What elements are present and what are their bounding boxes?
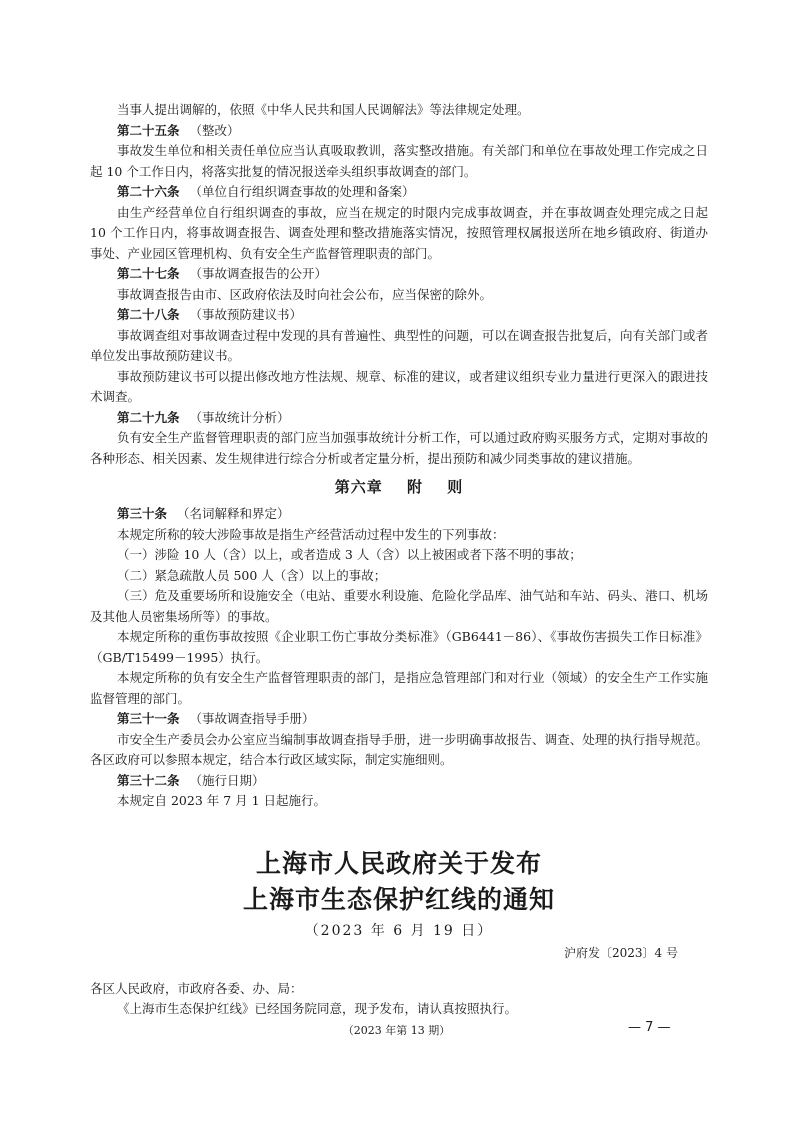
paragraph: 事故调查组对事故调查过程中发现的具有普遍性、典型性的问题，可以在调查报告批复后，向有关部门或者单位发出事故预防建议书。 xyxy=(90,327,708,363)
addressee: 各区人民政府，市政府各委、办、局： xyxy=(90,980,303,996)
article-number: 第三十条 xyxy=(117,506,168,521)
paragraph: 负有安全生产监督管理职责的部门应当加强事故统计分析工作，可以通过政府购买服务方式，定期对事故的各种形态、相关因素、发生规律进行综合分析或者定量分析，提出预防和减少同类事故的建议措施。 xyxy=(90,430,708,466)
article-27-heading xyxy=(90,264,708,285)
issue-number: （2023 年第 13 期） xyxy=(342,1024,451,1037)
paragraph: 事故预防建议书可以提出修改地方性法规、规章、标准的建议，或者建议组织专业力量进行更深入的跟进技术调查。 xyxy=(90,368,708,404)
article-number: 第二十五条 xyxy=(117,122,180,138)
chapter-heading: 第六章 附 则 xyxy=(334,478,464,496)
paragraph: 本规定自 2023 年 7 月 1 日起施行。 xyxy=(117,793,327,808)
article-number: 第二十七条 xyxy=(117,266,180,281)
notice-title-line-1: 上海市人民政府关于发布 xyxy=(255,848,542,878)
paragraph: 事故发生单位和相关责任单位应当认真吸取教训，落实整改措施。有关部门和单位在事故处理工作完成之日起 10 个工作日内，将落实批复的情况报送牵头组织事故调查的部门。 xyxy=(90,143,708,179)
article-title: （整改） xyxy=(189,122,240,138)
list-item: （二）紧急疏散人员 500 人（含）以上的事故； xyxy=(117,567,387,583)
notice-title-line-2: 上海市生态保护红线的通知 xyxy=(242,884,555,914)
article-32-heading xyxy=(90,771,708,792)
paragraph: 由生产经营单位自行组织调查的事故，应当在规定的时限内完成事故调查，并在事故调查处理完成之日起 10 个工作日内，将事故调查报告、调查处理和整改措施落实情况，按照管理权属报送所在地乡镇政府、街道办事处、产业园区管理机构、负有安全生产监督管理职责的部门。 xyxy=(90,204,708,261)
article-title: （事故调查报告的公开） xyxy=(189,266,328,281)
article-number: 第二十六条 xyxy=(117,184,180,199)
paragraph: 本规定所称的重伤事故按照《企业职工伤亡事故分类标准》（GB6441－86）、《事故伤害损失工作日标准》（GB/T15499－1995）执行。 xyxy=(90,629,708,665)
article-title: （事故调查指导手册） xyxy=(189,711,315,726)
article-26-heading xyxy=(90,182,708,203)
article-30-heading xyxy=(90,504,708,525)
article-28-heading xyxy=(90,305,708,326)
document-number: 沪府发〔2023〕4 号 xyxy=(564,945,678,960)
paragraph: 市安全生产委员会办公室应当编制事故调查指导手册，进一步明确事故报告、调查、处理的执行指导规范。各区政府可以参照本规定，结合本行政区域实际，制定实施细则。 xyxy=(90,731,708,767)
article-number: 第三十二条 xyxy=(117,772,180,788)
article-title: （名词解释和界定） xyxy=(177,506,290,521)
article-31-heading xyxy=(90,709,708,730)
article-number: 第二十八条 xyxy=(117,307,180,322)
list-item: （一）涉险 10 人（含）以上，或者造成 3 人（含）以上被困或者下落不明的事故； xyxy=(117,547,582,562)
list-item: （三）危及重要场所和设施安全（电站、重要水利设施、危险化学品库、油气站和车站、码头、港口、机场及其他人员密集场所等）的事故。 xyxy=(90,588,708,624)
article-title: （施行日期） xyxy=(189,772,265,788)
article-number: 第三十一条 xyxy=(117,711,180,726)
paragraph: 事故调查报告由市、区政府依法及时向社会公布，应当保密的除外。 xyxy=(117,286,493,302)
paragraph: 当事人提出调解的，依照《中华人民共和国人民调解法》等法律规定处理。 xyxy=(117,102,530,117)
article-title: （事故统计分析） xyxy=(189,409,290,425)
article-25-heading xyxy=(90,121,708,142)
article-title: （单位自行组织调查事故的处理和备案） xyxy=(189,184,415,199)
article-29-heading xyxy=(90,408,708,429)
article-number: 第二十九条 xyxy=(117,409,180,425)
page-number: — 7 — xyxy=(628,1020,671,1035)
article-title: （事故预防建议书） xyxy=(189,307,303,322)
notice-date: （2023 年 6 月 19 日） xyxy=(304,922,494,939)
paragraph: 《上海市生态保护红线》已经国务院同意，现予发布，请认真按照执行。 xyxy=(117,1001,518,1016)
paragraph: 本规定所称的较大涉险事故是指生产经营活动过程中发生的下列事故： xyxy=(117,526,505,542)
page-body xyxy=(90,100,708,1020)
paragraph: 本规定所称的负有安全生产监督管理职责的部门，是指应急管理部门和对行业（领域）的安全生产工作实施监督管理的部门。 xyxy=(90,670,708,706)
